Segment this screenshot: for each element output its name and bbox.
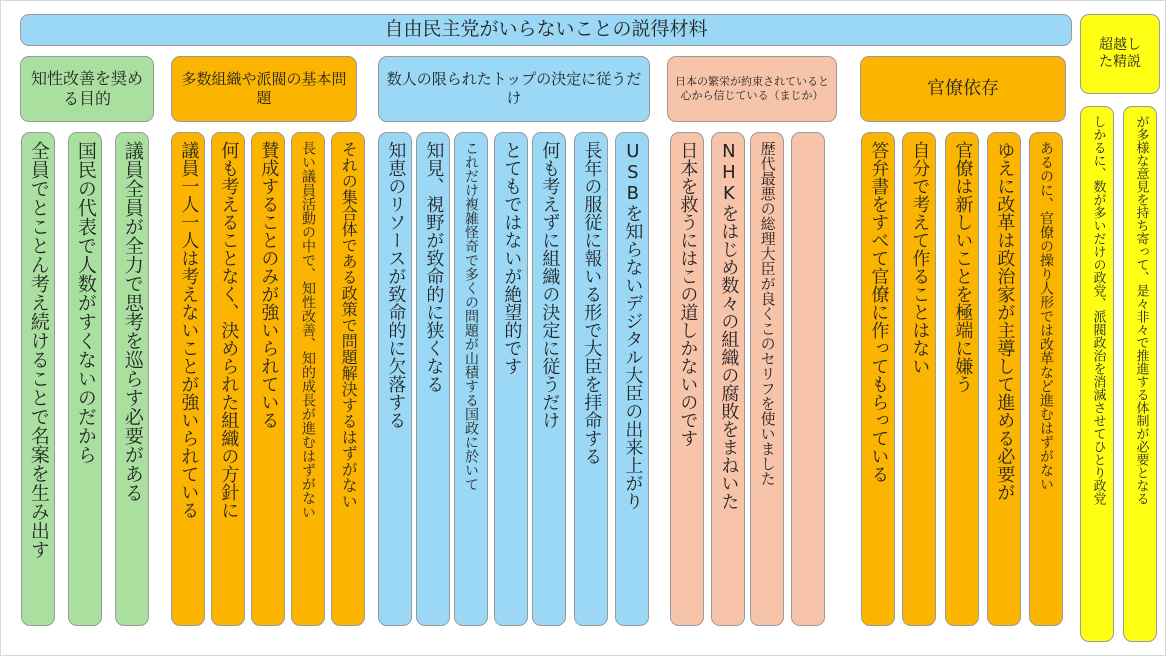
- group-top-column-5: [532, 132, 566, 626]
- column-text: 長い議員活動の中で、知性改善、知的成長が進むはずがない: [300, 141, 317, 519]
- group-top-column-4: [494, 132, 528, 626]
- main-title: [20, 14, 1072, 46]
- group-top-column-6: [574, 132, 608, 626]
- column-text: とてもではないが絶望的です: [501, 141, 523, 375]
- column-text: ゆえに改革は政治家が主導して進める必要が: [994, 141, 1016, 501]
- group-top-column-2: [416, 132, 450, 626]
- column-text: 答弁書をすべて官僚に作ってもらっている: [868, 141, 890, 483]
- column-text: 官僚は新しいことを極端に嫌う: [952, 141, 974, 393]
- column-text: 国民の代表で人数がすくないのだから: [74, 141, 97, 464]
- group-header-summary: 超越した精説: [1080, 14, 1160, 94]
- group-prosperity-column-3: [750, 132, 784, 626]
- group-intellect-column-2: [68, 132, 102, 626]
- group-factions-column-2: [211, 132, 245, 626]
- group-factions-column-4: [291, 132, 325, 626]
- column-text: しかるに、数が多いだけの政党、派閥政治を消滅させてひとり政党: [1090, 115, 1106, 505]
- group-header-top: 数人の限られたトップの決定に従うだけ: [378, 56, 650, 122]
- main-title-text: 自由民主党がいらないことの説得材料: [384, 18, 708, 41]
- column-text: 全員でとことん考え続けることで名案を生み出す: [27, 141, 50, 559]
- column-text: 何も考えずに組織の決定に従うだけ: [539, 141, 561, 429]
- column-text: 何も考えることなく、決められた組織の方針に: [218, 141, 240, 519]
- column-text: 歴代最悪の総理大臣が良くこのセリフを使いました: [758, 141, 777, 486]
- group-factions-column-5: [331, 132, 365, 626]
- group-bureaucracy-column-5: [1029, 132, 1063, 626]
- group-factions-column-3: [251, 132, 285, 626]
- group-prosperity-column-1: [670, 132, 704, 626]
- group-bureaucracy-column-1: [861, 132, 895, 626]
- group-bureaucracy-column-4: [987, 132, 1021, 626]
- column-text: NHKをはじめ数々の組織の腐敗をまねいた: [718, 141, 740, 510]
- group-top-column-3: [454, 132, 488, 626]
- column-text: これだけ複雑怪奇で多くの問題が山積する国政に於いて: [463, 141, 480, 491]
- group-header-prosperity: 日本の繁栄が約束されていると心から信じている（まじか）: [667, 56, 837, 122]
- group-bureaucracy-column-2: [902, 132, 936, 626]
- group-summary-column-2: [1123, 106, 1157, 642]
- group-header-bureaucracy: 官僚依存: [860, 56, 1066, 122]
- group-bureaucracy-column-3: [945, 132, 979, 626]
- column-text: 議員一人一人は考えないことが強いられている: [178, 141, 200, 519]
- group-top-column-1: [378, 132, 412, 626]
- group-summary-column-1: [1080, 106, 1114, 642]
- group-factions-column-1: [171, 132, 205, 626]
- column-text: それの集合体である政策で問題解決するはずがない: [339, 141, 359, 509]
- group-header-intellect: 知性改善を奨める目的: [20, 56, 154, 122]
- column-text: 知恵のリソースが致命的に欠落する: [385, 141, 407, 429]
- column-text: 長年の服従に報いる形で大臣を拝命する: [581, 141, 603, 465]
- column-text: 自分で考えて作ることはない: [909, 141, 931, 375]
- group-top-column-7: [615, 132, 649, 626]
- column-text: あるのに、官僚の操り人形では改革など進むはずがない: [1038, 141, 1055, 491]
- column-text: 賛成することのみが強いられている: [258, 141, 280, 429]
- group-prosperity-column-2: [711, 132, 745, 626]
- group-header-factions: 多数組織や派閥の基本問題: [171, 56, 357, 122]
- group-prosperity-column-4: [791, 132, 825, 626]
- group-intellect-column-1: [21, 132, 55, 626]
- column-text: USBを知らないデジタル大臣の出来上がり: [622, 141, 644, 510]
- column-text: 日本を救うにはこの道しかないのです: [677, 141, 699, 447]
- group-intellect-column-3: [115, 132, 149, 626]
- column-text: 議員全員が全力で思考を巡らす必要がある: [121, 141, 144, 502]
- column-text: 知見、視野が致命的に狭くなる: [423, 141, 445, 393]
- column-text: が多様な意見を持ち寄って、是々非々で推進する体制が必要となる: [1133, 115, 1149, 505]
